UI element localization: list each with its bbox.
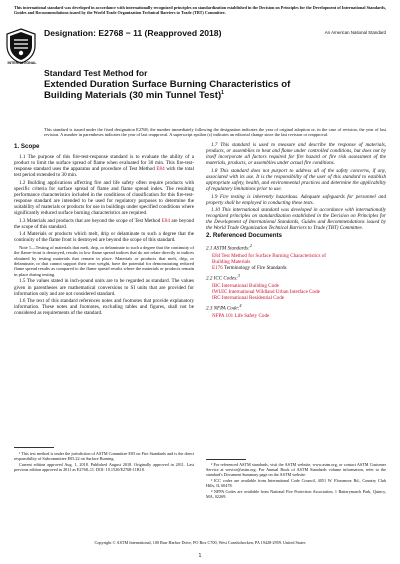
title-line-2: Extended Duration Surface Burning Characteristics of [44, 79, 291, 90]
para-1-5: 1.5 The values stated in inch-pound units are to be regarded as standard. The values given in parentheses are mathematical conversions to SI units that are provided for information only and are not considered standard. [14, 278, 194, 297]
icc-footnote-mark: 3 [237, 273, 240, 279]
document-title [44, 68, 344, 101]
title-footnote-mark: 1 [221, 89, 224, 96]
para-1-3-text-a: 1.3 Materials and products that are beyond the scope of Test Method [19, 217, 162, 224]
note-1: Note 1—Testing of materials that melt, drip, or delaminate to such a degree that the continuity of the flame-front is destroyed, results in low flame spread indices that do not relate directly to indices obtained by testing materials that remain in place. Materials or products that melt, drip, or delaminate, or that cannot support their own weight, have the potential for demonstrating reduced flame spread results as compared to the flame spread results where the materials or products remain in place during testing. [14, 245, 194, 277]
astm-standards-heading [206, 243, 386, 252]
ant-label: An American National Standard [324, 30, 386, 35]
icc-codes-heading [206, 273, 386, 282]
ref-e176-title: Terminology of Fire Standards [222, 265, 287, 272]
ref-nfpa-101[interactable]: NFPA 101 Life Safety Code [212, 312, 270, 319]
left-column [14, 142, 194, 318]
footnotes-right [206, 462, 386, 501]
para-1-1-text-b: with the total test period extended to 30 min. [14, 166, 194, 179]
astm-footnote-mark: 2 [249, 243, 252, 249]
e84-link[interactable]: E84 [156, 166, 165, 173]
scope-heading: 1. Scope [14, 143, 40, 150]
ref-e84-code[interactable]: E84 [212, 253, 221, 260]
footnote-1: ¹ This test method is under the jurisdiction of ASTM Committee E05 on Fire Standards and is the direct responsibility of Subcommittee E05.22 on Surface Burning. [14, 451, 194, 461]
ref-irc[interactable]: IRC International Residential Code [212, 295, 285, 302]
para-1-3 [14, 218, 194, 230]
title-line-1: Standard Test Method for [44, 68, 148, 78]
ref-iwuic[interactable]: IWUIC International Wildland Urban Interface Code [212, 289, 320, 296]
ref-e176-code[interactable]: E176 [212, 265, 223, 272]
ref-e84-title-cont[interactable]: Building Materials [212, 259, 251, 266]
para-1-3-text-b: are beyond the scope of this standard. [14, 217, 194, 230]
footnote-2: ² For referenced ASTM standards, visit the ASTM website, www.astm.org, or contact ASTM Customer Service at service@astm.org. For Annual Book of ASTM Standards volume information, refer to the standard's Document Summary page on the ASTM website. [206, 462, 386, 477]
ref-e176[interactable] [206, 265, 386, 271]
para-1-7: 1.7 This standard is used to measure and describe the response of materials, products, or assemblies to heat and flame under controlled conditions, but does not by itself incorporate all factors required for fire hazard or fire risk assessment of the materials, products, or assemblies under actual fire conditions. [206, 142, 386, 167]
nfpa-code-heading [206, 303, 386, 312]
astm-heading-text: 2.1 ASTM Standards: [206, 246, 250, 253]
footnote-divider-right [206, 459, 246, 460]
referenced-documents-heading: 2. Referenced Documents [206, 232, 282, 240]
para-1-9: 1.9 Fire testing is inherently hazardous. Adequate safeguards for personnel and property shall be employed in conducting these tests. [206, 193, 386, 206]
para-1-6: 1.6 The text of this standard references notes and footnotes that provide explanatory information. These notes and footnotes, excluding tables and figures, shall not be considered as requirements of the standard. [14, 298, 194, 317]
standard-issuance-note: This standard is issued under the fixed designation E2768; the number immediately following the designation indicates the year of original adoption or, in the case of revision, the year of last revision. A number in parentheses indicates the year of last reapproval. A superscript epsilon (ε) indicates an editorial change since the last revision or reapproval. [44, 127, 386, 138]
para-1-4: 1.4 Materials or products which melt, drip or delaminate to such a degree that the continuity of the flame front is destroyed are beyond the scope of this standard. [14, 231, 194, 244]
page-number: 1 [198, 553, 202, 559]
ref-ibc[interactable]: IBC International Building Code [212, 283, 279, 290]
footnote-1-edition: Current edition approved Aug. 1, 2018. Published August 2018. Originally approved in 2011. Last previous edition approved in 2011 as E2768–11. DOI: 10.1520/E2768-11R18. [14, 462, 194, 473]
right-column [206, 142, 386, 319]
footnote-divider-left [14, 447, 54, 448]
footnote-3: ³ ICC codes are available from International Code Council, 4051 W. Flossmoor Rd., Country Club Hills, IL 60478. [206, 478, 386, 489]
title-line-3-text: Building Materials (30 min Tunnel Test) [44, 90, 222, 101]
copyright-line: Copyright © ASTM International, 100 Barr Harbor Drive, PO Box C700, West Conshohocken, PA 19428-2959. United States [94, 540, 306, 545]
logo-wordmark: INTERNATIONAL [7, 61, 37, 65]
title-line-3 [44, 90, 344, 101]
para-1-1 [14, 154, 194, 178]
icc-heading-text: 2.2 ICC Codes: [206, 276, 238, 283]
para-1-2: 1.2 Building applications affecting fire and life safety often require products with specific criteria for surface spread of flame and flame spread index. The resulting performance characteristics included in the conditions of classification for this fire-test-response standard are intended to be used for regulatory purposes to determine the suitability of materials or products for use in buildings under specified conditions where significantly reduced surface burning characteristics are required. [14, 179, 194, 217]
astm-logo-icon [6, 28, 36, 64]
para-1-8: 1.8 This standard does not purport to address all of the safety concerns, if any, associated with its use. It is the responsibility of the user of this standard to establish appropriate safety, health, and environmental practices and determine the applicability of regulatory limitations prior to use. [206, 167, 386, 192]
designation: Designation: E2768 − 11 (Reapproved 2018) [44, 28, 222, 38]
footnotes-left [14, 451, 194, 473]
nfpa-footnote-mark: 4 [239, 303, 242, 309]
para-1-10: 1.10 This international standard was developed in accordance with internationally recognized principles on standardization established in the Decision on Principles for the Development of International Standards, Guides and Recommendations issued by the World Trade Organization Technical Barriers to Trade (TBT) Committee. [206, 207, 386, 232]
e84-link-2[interactable]: E84 [161, 217, 170, 224]
para-1-1-text-a: 1.1 The purpose of this fire-test-response standard is to evaluate the ability of a product to limit the surface spread of flame when evaluated for 30 min. This fire-test-response standard uses the apparatus and procedure of Test Method [14, 154, 194, 173]
footnote-4: ⁴ NFPA Codes are available from National Fire Protection Association, 1 Batterymarch Park, Quincy, MA, 02269. [206, 489, 386, 500]
ref-e84-title[interactable]: Test Method for Surface Burning Characteristics of [220, 253, 327, 260]
wto-notice: This international standard was developed in accordance with internationally recognized principles on standardization established in the Decision on Principles for the Development of International Standards, Guides and Recommendations issued by the World Trade Organization Technical Barriers to Trade (TBT) Committee. [14, 5, 386, 15]
nfpa-heading-text: 2.3 NFPA Code: [206, 305, 240, 312]
